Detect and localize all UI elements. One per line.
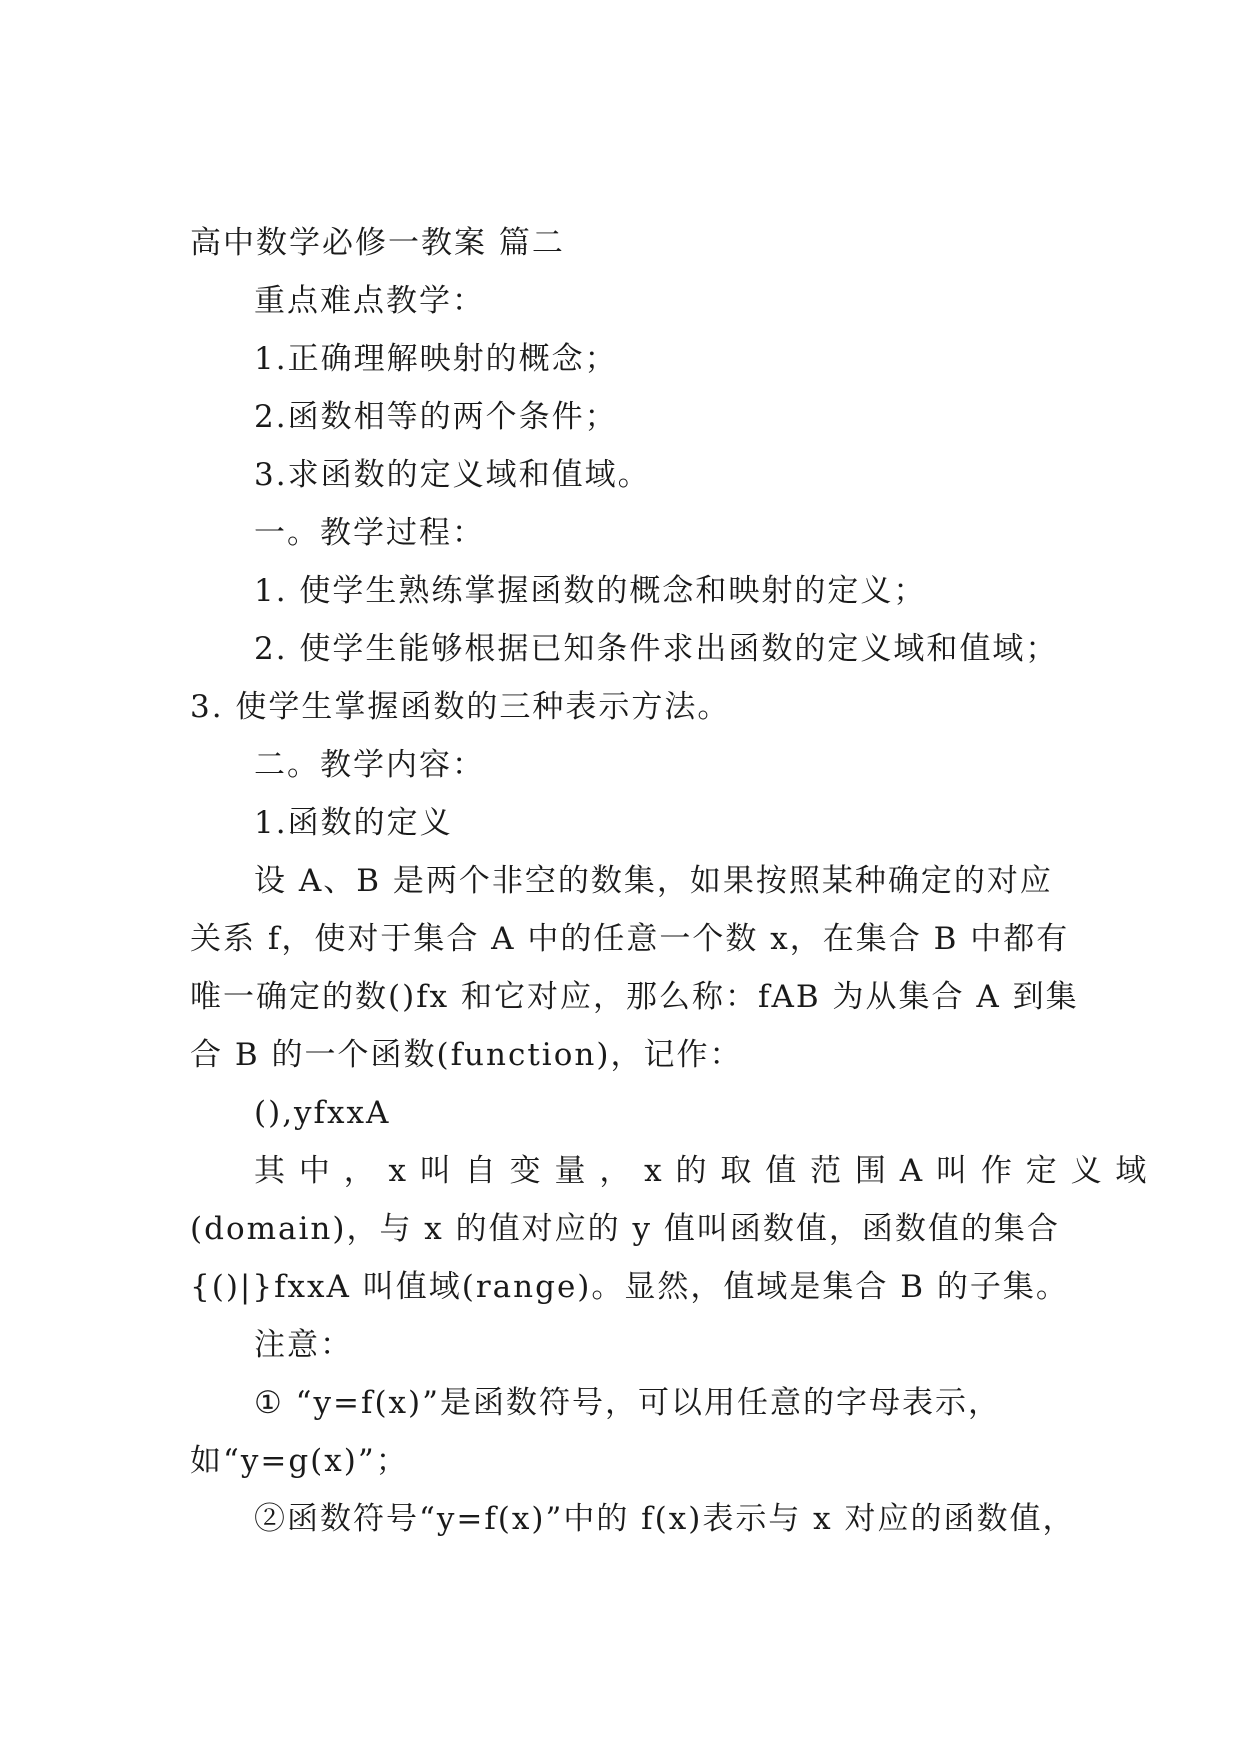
paragraph-line: 1.函数的定义 — [254, 805, 453, 841]
paragraph-line: 一。教学过程： — [254, 515, 485, 551]
paragraph-line: ① “y=f(x)”是函数符号，可以用任意的字母表示， — [254, 1385, 1001, 1421]
paragraph-line: 重点难点教学： — [254, 283, 485, 319]
paragraph-line: 其 中 ， x 叫 自 变 量 ， x 的 取 值 范 围 A 叫 作 定 义 域 — [254, 1153, 1149, 1189]
paragraph-line: 2.函数相等的两个条件； — [254, 399, 618, 435]
paragraph-line: 关系 f，使对于集合 A 中的任意一个数 x，在集合 B 中都有 — [190, 921, 1070, 957]
paragraph-line: 二。教学内容： — [254, 747, 485, 783]
paragraph-line: 唯一确定的数()fx 和它对应，那么称：fAB 为从集合 A 到集 — [190, 979, 1079, 1015]
paragraph-line: 合 B 的一个函数(function)，记作： — [190, 1037, 743, 1073]
paragraph-line: 3. 使学生掌握函数的三种表示方法。 — [190, 689, 731, 725]
paragraph-line: 设 A、B 是两个非空的数集，如果按照某种确定的对应 — [254, 863, 1053, 899]
paragraph-line: 3.求函数的定义域和值域。 — [254, 457, 651, 493]
document-title: 高中数学必修一教案 篇二 — [190, 225, 565, 261]
paragraph-line: 注意： — [254, 1327, 353, 1363]
paragraph-line: (domain)，与 x 的值对应的 y 值叫函数值，函数值的集合 — [190, 1211, 1060, 1247]
paragraph-line: 1.正确理解映射的概念； — [254, 341, 618, 377]
paragraph-line: {()|}fxxA 叫值域(range)。显然，值域是集合 B 的子集。 — [190, 1269, 1069, 1305]
formula-line: (),yfxxA — [254, 1095, 391, 1131]
paragraph-line: 2. 使学生能够根据已知条件求出函数的定义域和值域； — [254, 631, 1059, 667]
paragraph-line: ②函数符号“y=f(x)”中的 f(x)表示与 x 对应的函数值， — [254, 1501, 1076, 1537]
paragraph-line: 如“y=g(x)”； — [190, 1443, 409, 1479]
paragraph-line: 1. 使学生熟练掌握函数的概念和映射的定义； — [254, 573, 927, 609]
